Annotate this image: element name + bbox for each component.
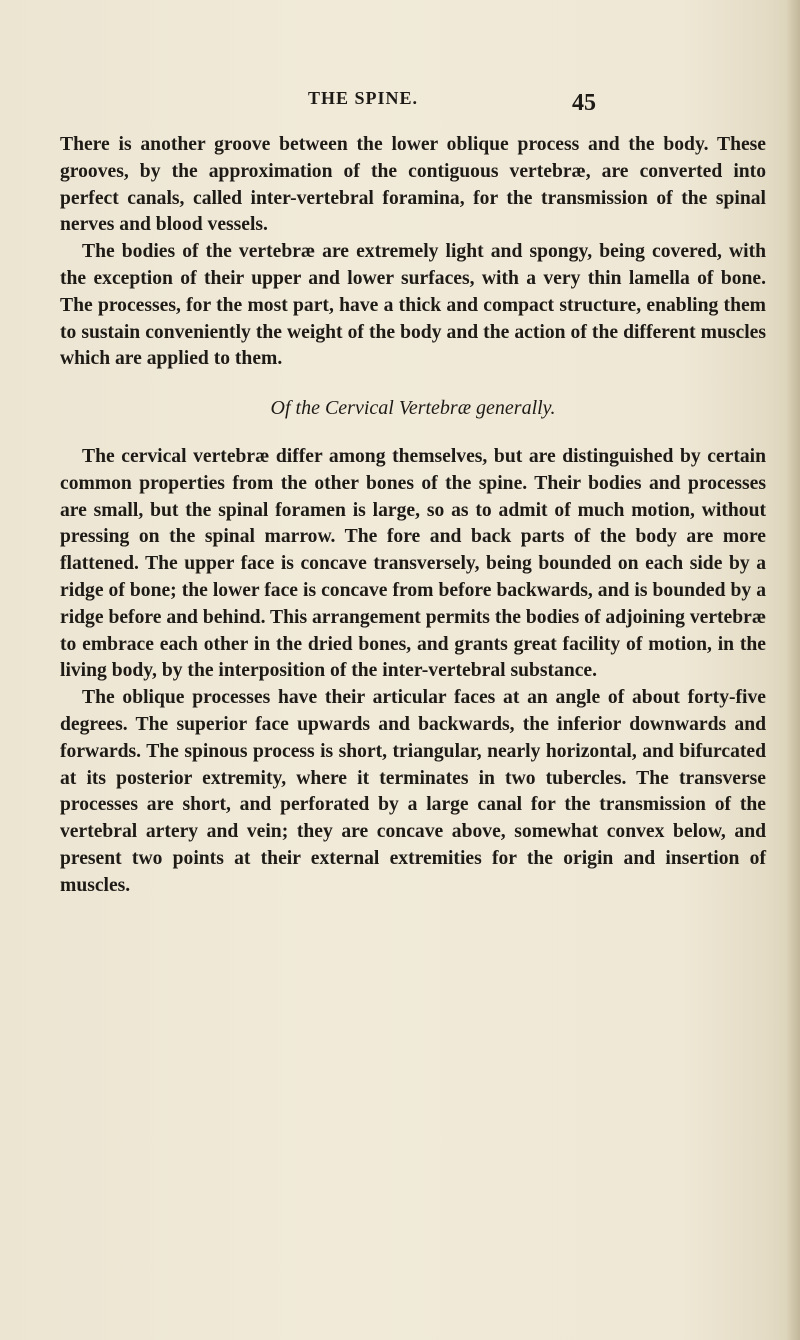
page-edge-shadow	[786, 0, 800, 1340]
paragraph: The cervical vertebræ differ among themselves, but are distinguished by certain common properties from the other bones of the spine. Their bodies and processes are small, but the spinal foramen is large, so as to admit of much motion, without pressing on the spinal marrow. The fore and back parts of the body are more flattened. The upper face is concave transversely, being bounded on each side by a ridge of bone; the lower face is concave from before backwards, and is bounded by a ridge before and behind. This arrangement permits the bodies of adjoining vertebræ to embrace each other in the dried bones, and grants great facility of motion, in the living body, by the interposition of the inter-vertebral substance.	[60, 445, 766, 682]
page-header	[0, 86, 800, 126]
section-heading: Of the Cervical Vertebræ generally.	[270, 397, 556, 420]
paragraph: There is another groove between the lower oblique process and the body. These grooves, by the approximation of the contiguous vertebræ, are converted into perfect canals, called inter-vertebral foramina, for the transmission of the spinal nerves and blood vessels.	[60, 134, 766, 236]
page-number: 45	[572, 90, 596, 116]
paragraph: The oblique processes have their articular faces at an angle of about forty-five degrees. The superior face upwards and backwards, the inferior downwards and forwards. The spinous process is short, triangular, nearly horizontal, and bifurcated at its posterior extremity, where it terminates in two tubercles. The transverse processes are short, and perforated by a large canal for the transmission of the vertebral artery and vein; they are concave above, somewhat convex below, and present two points at their external extremities for the origin and insertion of muscles.	[60, 687, 766, 896]
page-body	[60, 132, 766, 900]
running-title: THE SPINE.	[308, 88, 419, 108]
paragraph: The bodies of the vertebræ are extremely light and spongy, being covered, with the exception of their upper and lower surfaces, with a very thin lamella of bone. The processes, for the most part, have a thick and compact structure, enabling them to sustain conveniently the weight of the body and the action of the different muscles which are applied to them.	[60, 241, 766, 370]
